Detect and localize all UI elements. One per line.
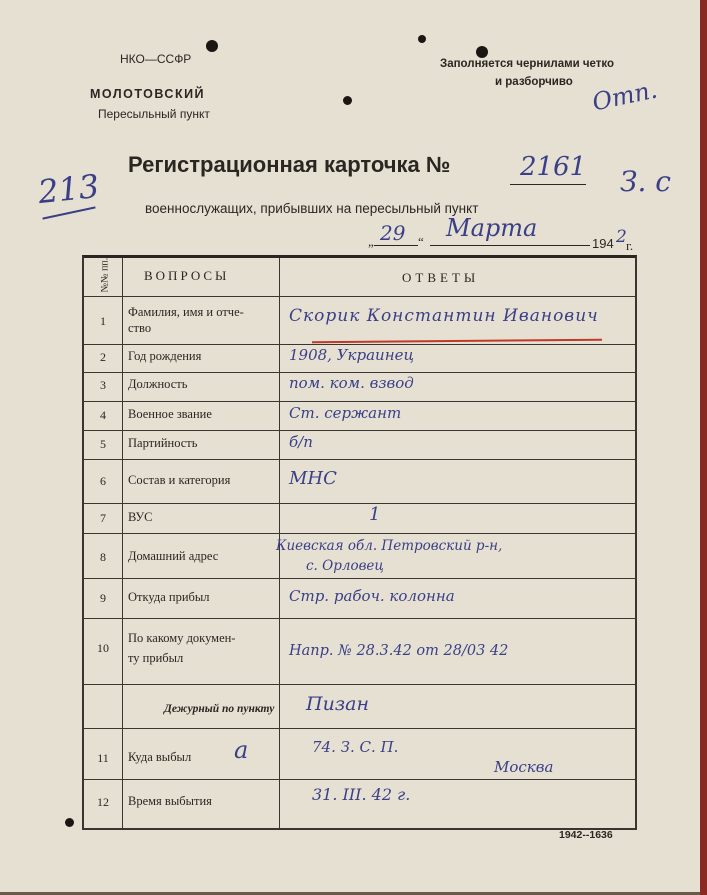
row-line (84, 779, 635, 780)
folder-edge (700, 0, 707, 895)
punch-hole (65, 818, 74, 827)
question-label: Домашний адрес (128, 549, 219, 563)
row-number: 8 (100, 550, 106, 564)
row-number: 2 (100, 350, 106, 364)
date-month-line (430, 245, 590, 246)
answer-value: б/п (289, 433, 313, 451)
row-line (84, 372, 635, 373)
col-questions-header: ВОПРОСЫ (144, 268, 230, 283)
row-line (84, 728, 635, 729)
answer-value: Москва (494, 758, 554, 776)
card-subtitle: военнослужащих, прибывших на пересыльный пункт (145, 201, 479, 216)
row-number: 7 (100, 511, 106, 525)
answer-value: Скорик Константин Иванович (289, 306, 599, 326)
row-line (84, 503, 635, 504)
row-number: 4 (100, 408, 106, 422)
row-number: 12 (97, 795, 109, 809)
date-day-line (374, 245, 418, 246)
row-line (84, 430, 635, 431)
row-number: 3 (100, 378, 106, 392)
question-label: Откуда прибыл (128, 590, 210, 604)
question-label: Куда выбыл (128, 750, 192, 764)
row-line (84, 296, 635, 297)
answer-value: 74. З. С. П. (312, 738, 399, 756)
row11-mark: а (234, 736, 249, 764)
question-label: Партийность (128, 436, 198, 450)
answer-value: 1908, Украинец (289, 346, 414, 364)
question-label: Военное звание (128, 407, 212, 421)
question-label: Состав и категория (128, 473, 231, 487)
fill-note-line2: и разборчиво (495, 76, 573, 88)
col-answers-header: ОТВЕТЫ (402, 270, 480, 285)
question-label: Год рождения (128, 349, 202, 363)
answer-value: Киевская обл. Петровский р-н, (276, 538, 503, 554)
question-label: ту прибыл (128, 651, 184, 665)
date-g: г. (626, 238, 634, 253)
answer-value: Напр. № 28.3.42 от 28/03 42 (289, 643, 509, 659)
punch-hole (343, 96, 352, 105)
row-line (84, 344, 635, 345)
row-number: 11 (97, 751, 109, 765)
corner-mark: Отп. (589, 75, 660, 117)
answer-value: МНС (289, 468, 337, 489)
row-line (84, 578, 635, 579)
row-line (84, 618, 635, 619)
question-label: ВУС (128, 510, 153, 524)
side-mark: З. с (620, 165, 671, 198)
date-year-prefix: 194 (592, 236, 614, 251)
print-code: 1942--1636 (559, 829, 613, 841)
punch-hole (418, 35, 426, 43)
row-line (84, 684, 635, 685)
duty-signature: Пизан (306, 693, 370, 715)
date-day: 29 (380, 221, 406, 245)
row-number: 5 (100, 437, 106, 451)
punch-hole (476, 46, 488, 58)
date-year-suffix: 2 (616, 227, 627, 247)
row-number: 1 (100, 314, 106, 328)
red-underline (312, 339, 602, 344)
row-line (84, 459, 635, 460)
row-number: 10 (97, 641, 109, 655)
question-label: Время выбытия (128, 794, 212, 808)
punch-hole (206, 40, 218, 52)
row-line (84, 401, 635, 402)
answer-value: Ст. сержант (289, 404, 402, 422)
answer-value: 1 (369, 504, 381, 525)
fill-note-line1: Заполняется чернилами четко (440, 58, 615, 70)
question-label: Фамилия, имя и отче- (128, 305, 244, 319)
date-quote-close: “ (418, 234, 424, 249)
answer-value: Стр. рабоч. колонна (289, 587, 455, 605)
question-label: Должность (128, 377, 188, 391)
row-line (84, 533, 635, 534)
answer-value: пом. ком. взвод (289, 374, 414, 392)
question-label: ство (128, 321, 152, 335)
date-month: Марта (446, 214, 538, 242)
row-number: 9 (100, 591, 106, 605)
answer-value: с. Орловец (306, 558, 384, 574)
question-label: По какому докумен- (128, 631, 236, 645)
row-number: 6 (100, 474, 106, 488)
point-type: Пересыльный пункт (98, 107, 210, 121)
card-number: 2161 (520, 152, 587, 182)
org-label: НКО—ССФР (120, 52, 192, 66)
number-line (510, 184, 586, 185)
margin-mark: 213 (36, 166, 101, 212)
point-name: МОЛОТОВСКИЙ (90, 87, 206, 101)
card-title: Регистрационная карточка № (128, 152, 451, 177)
answer-value: 31. III. 42 г. (312, 785, 411, 804)
questions-table (82, 255, 637, 830)
col-num-header: №№ пп. (99, 257, 111, 293)
duty-label: Дежурный по пункту (164, 703, 275, 715)
date-quote-open: „ (368, 234, 374, 249)
